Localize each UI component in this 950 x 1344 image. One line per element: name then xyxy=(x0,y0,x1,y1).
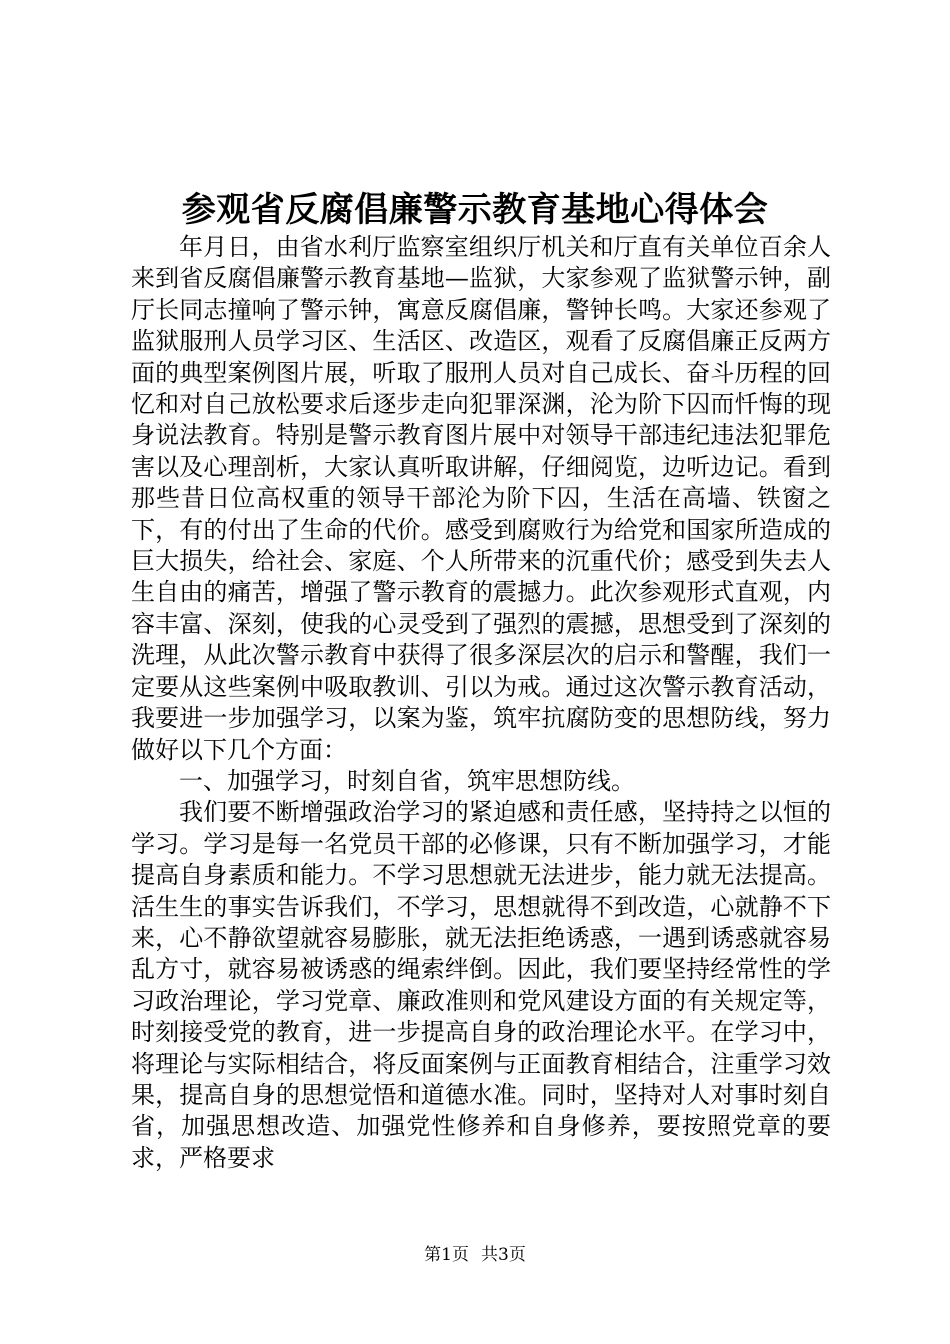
page-footer xyxy=(0,1243,950,1267)
page-total: 共3页 xyxy=(481,1245,526,1265)
document-title: 参观省反腐倡廉警示教育基地心得体会 xyxy=(181,190,769,230)
paragraph-section-1: 我们要不断增强政治学习的紧迫感和责任感，坚持持之以恒的学习。学习是每一名党员干部的必修课，只有不断加强学习，才能提高自身素质和能力。不学习思想就无法进步，能力就无法提高。活生生的事实告诉我们，不学习，思想就得不到改造，心就静不下来，心不静欲望就容易膨胀，就无法拒绝诱惑，一遇到诱惑就容易乱方寸，就容易被诱惑的绳索绊倒。因此，我们要坚持经常性的学习政治理论，学习党章、廉政准则和党风建设方面的有关规定等，时刻接受党的教育，进一步提高自身的政治理论水平。在学习中，将理论与实际相结合，将反面案例与正面教育相结合，注重学习效果，提高自身的思想觉悟和道德水准。同时，坚持对人对事时刻自省，加强思想改造、加强党性修养和自身修养，要按照党章的要求，严格要求 xyxy=(131,798,831,1172)
page-number: 第1页 xyxy=(424,1245,469,1265)
document-body xyxy=(131,232,831,1174)
paragraph-intro: 年月日，由省水利厅监察室组织厅机关和厅直有关单位百余人来到省反腐倡廉警示教育基地—监狱，大家参观了监狱警示钟，副厅长同志撞响了警示钟，寓意反腐倡廉，警钟长鸣。大家还参观了监狱服刑人员学习区、生活区、改造区，观看了反腐倡廉正反两方面的典型案例图片展，听取了服刑人员对自己成长、奋斗历程的回忆和对自己放松要求后逐步走向犯罪深渊，沦为阶下囚而忏悔的现身说法教育。特别是警示教育图片展中对领导干部违纪违法犯罪危害以及心理剖析，大家认真听取讲解，仔细阅览，边听边记。看到那些昔日位高权重的领导干部沦为阶下囚，生活在高墙、铁窗之下，有的付出了生命的代价。感受到腐败行为给党和国家所造成的巨大损失，给社会、家庭、个人所带来的沉重代价；感受到失去人生自由的痛苦，增强了警示教育的震撼力。此次参观形式直观，内容丰富、深刻，使我的心灵受到了强烈的震撼，思想受到了深刻的洗理，从此次警示教育中获得了很多深层次的启示和警醒，我们一定要从这些案例中吸取教训、引以为戒。通过这次警示教育活动，我要进一步加强学习，以案为鉴，筑牢抗腐防变的思想防线，努力做好以下几个方面： xyxy=(131,233,831,764)
section-heading-1: 一、加强学习，时刻自省，筑牢思想防线。 xyxy=(179,766,635,795)
